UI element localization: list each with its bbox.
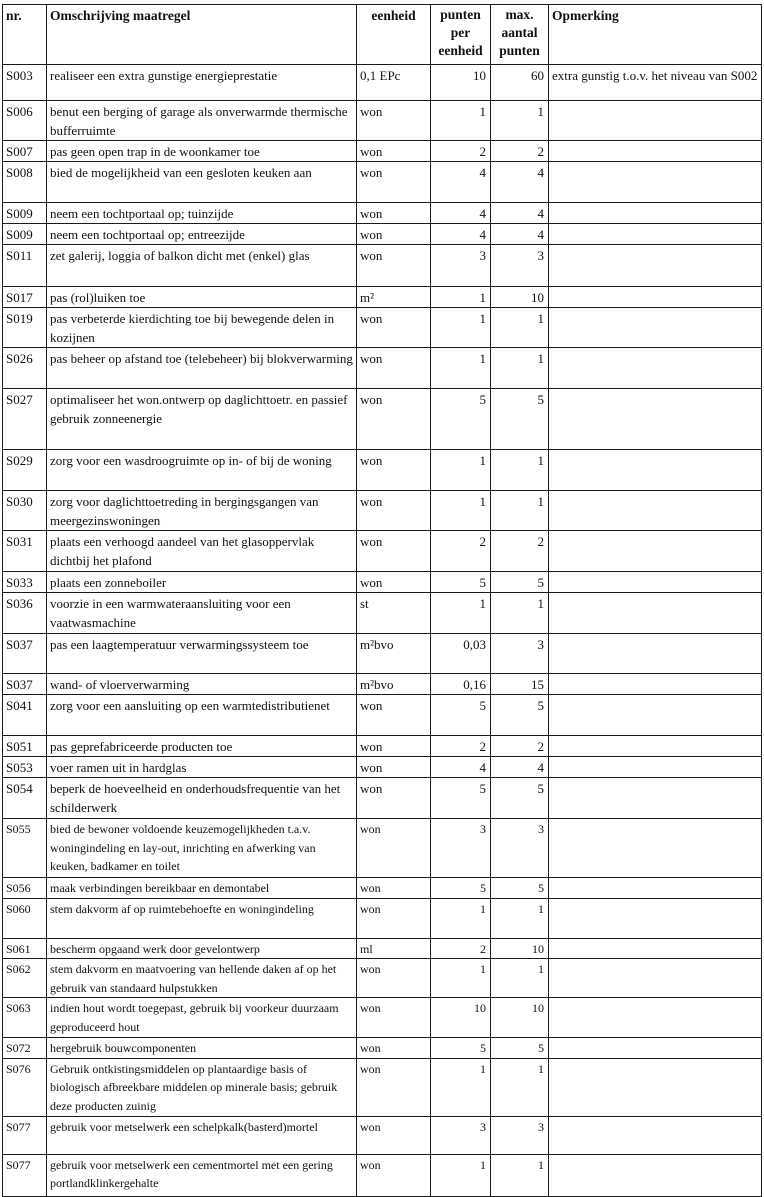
cell-eenheid: won (357, 203, 431, 224)
cell-max-aantal-punten: 1 (491, 1154, 549, 1196)
cell-eenheid: m²bvo (357, 634, 431, 674)
table-row (3, 572, 762, 593)
cell-nr: S041 (3, 695, 47, 736)
cell-punten-per-eenheid: 1 (431, 898, 491, 938)
cell-opmerking (549, 634, 762, 674)
cell-eenheid: won (357, 898, 431, 938)
cell-max-aantal-punten: 5 (491, 389, 549, 450)
table-row (3, 938, 762, 959)
cell-max-aantal-punten: 1 (491, 101, 549, 141)
header-opmerking: Opmerking (549, 5, 762, 65)
cell-nr: S037 (3, 674, 47, 695)
cell-nr: S031 (3, 531, 47, 572)
cell-nr: S063 (3, 998, 47, 1038)
cell-max-aantal-punten: 5 (491, 695, 549, 736)
cell-max-aantal-punten: 4 (491, 224, 549, 245)
cell-nr: S003 (3, 65, 47, 101)
cell-punten-per-eenheid: 2 (431, 141, 491, 162)
cell-max-aantal-punten: 1 (491, 491, 549, 531)
header-row (3, 5, 762, 65)
cell-opmerking (549, 1058, 762, 1116)
cell-nr: S072 (3, 1038, 47, 1059)
cell-nr: S061 (3, 938, 47, 959)
header-eenheid: eenheid (357, 5, 431, 65)
cell-punten-per-eenheid: 5 (431, 572, 491, 593)
table-row (3, 1038, 762, 1059)
cell-omschrijving: neem een tochtportaal op; entreezijde (47, 224, 357, 245)
table-row (3, 819, 762, 878)
cell-max-aantal-punten: 10 (491, 998, 549, 1038)
cell-nr: S017 (3, 287, 47, 308)
cell-punten-per-eenheid: 1 (431, 348, 491, 389)
cell-omschrijving: plaats een verhoogd aandeel van het glasoppervlak dichtbij het plafond (47, 531, 357, 572)
table-row (3, 65, 762, 101)
cell-max-aantal-punten: 15 (491, 674, 549, 695)
cell-max-aantal-punten: 1 (491, 348, 549, 389)
cell-nr: S051 (3, 736, 47, 757)
cell-nr: S008 (3, 162, 47, 203)
table-row (3, 348, 762, 389)
cell-omschrijving: Gebruik ontkistingsmiddelen op plantaardige basis of biologisch afbreekbare middelen op minerale basis; gebruik deze producten zuinig (47, 1058, 357, 1116)
header-punten-per-eenheid: punten per eenheid (431, 5, 491, 65)
cell-nr: S006 (3, 101, 47, 141)
cell-eenheid: won (357, 695, 431, 736)
cell-opmerking (549, 308, 762, 348)
cell-opmerking (549, 757, 762, 778)
cell-punten-per-eenheid: 5 (431, 695, 491, 736)
cell-opmerking (549, 245, 762, 287)
cell-omschrijving: zorg voor daglichttoetreding in bergingsgangen van meergezinswoningen (47, 491, 357, 531)
cell-opmerking (549, 998, 762, 1038)
cell-opmerking (549, 450, 762, 491)
table-row (3, 898, 762, 938)
table-row (3, 1058, 762, 1116)
cell-eenheid: won (357, 141, 431, 162)
cell-punten-per-eenheid: 0,16 (431, 674, 491, 695)
cell-max-aantal-punten: 5 (491, 878, 549, 899)
cell-eenheid: won (357, 531, 431, 572)
cell-max-aantal-punten: 10 (491, 938, 549, 959)
cell-nr: S019 (3, 308, 47, 348)
cell-max-aantal-punten: 3 (491, 634, 549, 674)
cell-eenheid: won (357, 572, 431, 593)
table-row (3, 491, 762, 531)
cell-max-aantal-punten: 1 (491, 450, 549, 491)
measures-table (2, 4, 762, 1197)
cell-omschrijving: zet galerij, loggia of balkon dicht met (enkel) glas (47, 245, 357, 287)
table-row (3, 878, 762, 899)
cell-eenheid: won (357, 348, 431, 389)
cell-eenheid: 0,1 EPc (357, 65, 431, 101)
cell-nr: S060 (3, 898, 47, 938)
cell-punten-per-eenheid: 4 (431, 224, 491, 245)
cell-eenheid: won (357, 162, 431, 203)
cell-opmerking (549, 287, 762, 308)
cell-nr: S011 (3, 245, 47, 287)
header-max-aantal-punten: max. aantal punten (491, 5, 549, 65)
cell-omschrijving: pas (rol)luiken toe (47, 287, 357, 308)
cell-omschrijving: zorg voor een wasdroogruimte op in- of bij de woning (47, 450, 357, 491)
table-row (3, 287, 762, 308)
cell-opmerking (549, 491, 762, 531)
cell-max-aantal-punten: 3 (491, 245, 549, 287)
cell-opmerking (549, 593, 762, 634)
table-row (3, 203, 762, 224)
table-row (3, 101, 762, 141)
cell-opmerking (549, 141, 762, 162)
cell-omschrijving: stem dakvorm en maatvoering van hellende daken af op het gebruik van standaard hulpstukken (47, 959, 357, 998)
cell-opmerking (549, 674, 762, 695)
cell-max-aantal-punten: 10 (491, 287, 549, 308)
cell-punten-per-eenheid: 10 (431, 998, 491, 1038)
cell-punten-per-eenheid: 0,03 (431, 634, 491, 674)
cell-nr: S037 (3, 634, 47, 674)
cell-eenheid: won (357, 491, 431, 531)
cell-omschrijving: bied de bewoner voldoende keuzemogelijkheden t.a.v. woningindeling en lay-out, inrichting en afwerking van keuken, badkamer en toilet (47, 819, 357, 878)
cell-punten-per-eenheid: 1 (431, 593, 491, 634)
cell-punten-per-eenheid: 2 (431, 938, 491, 959)
cell-max-aantal-punten: 4 (491, 757, 549, 778)
cell-eenheid: won (357, 450, 431, 491)
document-page (2, 4, 761, 1197)
table-row (3, 757, 762, 778)
cell-nr: S007 (3, 141, 47, 162)
cell-opmerking: extra gunstig t.o.v. het niveau van S002 (549, 65, 762, 101)
cell-omschrijving: bescherm opgaand werk door gevelontwerp (47, 938, 357, 959)
cell-nr: S029 (3, 450, 47, 491)
table-row (3, 778, 762, 819)
cell-max-aantal-punten: 1 (491, 959, 549, 998)
cell-opmerking (549, 162, 762, 203)
cell-opmerking (549, 1038, 762, 1059)
cell-opmerking (549, 736, 762, 757)
cell-omschrijving: benut een berging of garage als onverwarmde thermische bufferruimte (47, 101, 357, 141)
cell-omschrijving: voer ramen uit in hardglas (47, 757, 357, 778)
cell-punten-per-eenheid: 4 (431, 757, 491, 778)
cell-omschrijving: gebruik voor metselwerk een cementmortel met een gering portlandklinkergehalte (47, 1154, 357, 1196)
cell-nr: S054 (3, 778, 47, 819)
table-body (3, 65, 762, 1197)
cell-eenheid: won (357, 1116, 431, 1154)
cell-nr: S062 (3, 959, 47, 998)
cell-opmerking (549, 203, 762, 224)
cell-nr: S009 (3, 224, 47, 245)
cell-punten-per-eenheid: 1 (431, 1154, 491, 1196)
cell-eenheid: won (357, 757, 431, 778)
cell-eenheid: won (357, 1058, 431, 1116)
cell-punten-per-eenheid: 1 (431, 1058, 491, 1116)
cell-opmerking (549, 959, 762, 998)
cell-nr: S026 (3, 348, 47, 389)
cell-omschrijving: hergebruik bouwcomponenten (47, 1038, 357, 1059)
cell-max-aantal-punten: 3 (491, 819, 549, 878)
cell-nr: S036 (3, 593, 47, 634)
cell-opmerking (549, 572, 762, 593)
table-row (3, 245, 762, 287)
cell-nr: S077 (3, 1154, 47, 1196)
cell-omschrijving: indien hout wordt toegepast, gebruik bij voorkeur duurzaam geproduceerd hout (47, 998, 357, 1038)
table-row (3, 998, 762, 1038)
cell-opmerking (549, 878, 762, 899)
cell-max-aantal-punten: 2 (491, 141, 549, 162)
cell-nr: S076 (3, 1058, 47, 1116)
cell-eenheid: won (357, 819, 431, 878)
cell-eenheid: won (357, 389, 431, 450)
cell-opmerking (549, 938, 762, 959)
cell-omschrijving: bied de mogelijkheid van een gesloten keuken aan (47, 162, 357, 203)
table-row (3, 674, 762, 695)
cell-eenheid: m² (357, 287, 431, 308)
cell-eenheid: won (357, 224, 431, 245)
table-row (3, 959, 762, 998)
cell-omschrijving: realiseer een extra gunstige energieprestatie (47, 65, 357, 101)
cell-opmerking (549, 389, 762, 450)
cell-nr: S033 (3, 572, 47, 593)
cell-eenheid: won (357, 1038, 431, 1059)
cell-punten-per-eenheid: 10 (431, 65, 491, 101)
cell-opmerking (549, 778, 762, 819)
cell-eenheid: won (357, 308, 431, 348)
cell-omschrijving: optimaliseer het won.ontwerp op daglichttoetr. en passief gebruik zonneenergie (47, 389, 357, 450)
cell-max-aantal-punten: 4 (491, 203, 549, 224)
cell-opmerking (549, 224, 762, 245)
cell-omschrijving: plaats een zonneboiler (47, 572, 357, 593)
cell-max-aantal-punten: 5 (491, 572, 549, 593)
cell-omschrijving: voorzie in een warmwateraansluiting voor een vaatwasmachine (47, 593, 357, 634)
table-row (3, 308, 762, 348)
cell-omschrijving: beperk de hoeveelheid en onderhoudsfrequentie van het schilderwerk (47, 778, 357, 819)
cell-eenheid: m²bvo (357, 674, 431, 695)
table-row (3, 736, 762, 757)
cell-omschrijving: pas verbeterde kierdichting toe bij bewegende delen in kozijnen (47, 308, 357, 348)
cell-eenheid: won (357, 245, 431, 287)
cell-nr: S027 (3, 389, 47, 450)
cell-omschrijving: pas een laagtemperatuur verwarmingssysteem toe (47, 634, 357, 674)
table-row (3, 593, 762, 634)
cell-nr: S056 (3, 878, 47, 899)
table-row (3, 450, 762, 491)
table-row (3, 162, 762, 203)
cell-opmerking (549, 819, 762, 878)
table-row (3, 531, 762, 572)
cell-max-aantal-punten: 5 (491, 1038, 549, 1059)
cell-punten-per-eenheid: 2 (431, 531, 491, 572)
cell-nr: S077 (3, 1116, 47, 1154)
cell-opmerking (549, 695, 762, 736)
cell-opmerking (549, 898, 762, 938)
cell-punten-per-eenheid: 4 (431, 162, 491, 203)
cell-omschrijving: gebruik voor metselwerk een schelpkalk(basterd)mortel (47, 1116, 357, 1154)
cell-max-aantal-punten: 4 (491, 162, 549, 203)
table-row (3, 1154, 762, 1196)
cell-max-aantal-punten: 1 (491, 593, 549, 634)
cell-punten-per-eenheid: 2 (431, 736, 491, 757)
cell-omschrijving: pas geen open trap in de woonkamer toe (47, 141, 357, 162)
cell-opmerking (549, 348, 762, 389)
cell-nr: S030 (3, 491, 47, 531)
cell-punten-per-eenheid: 1 (431, 287, 491, 308)
table-row (3, 389, 762, 450)
cell-omschrijving: pas geprefabriceerde producten toe (47, 736, 357, 757)
table-row (3, 1116, 762, 1154)
cell-max-aantal-punten: 3 (491, 1116, 549, 1154)
cell-opmerking (549, 1154, 762, 1196)
cell-punten-per-eenheid: 1 (431, 450, 491, 491)
cell-punten-per-eenheid: 1 (431, 308, 491, 348)
cell-eenheid: won (357, 101, 431, 141)
cell-punten-per-eenheid: 1 (431, 491, 491, 531)
cell-max-aantal-punten: 5 (491, 778, 549, 819)
cell-max-aantal-punten: 1 (491, 1058, 549, 1116)
cell-punten-per-eenheid: 5 (431, 778, 491, 819)
cell-omschrijving: wand- of vloerverwarming (47, 674, 357, 695)
cell-max-aantal-punten: 2 (491, 531, 549, 572)
cell-opmerking (549, 531, 762, 572)
cell-omschrijving: stem dakvorm af op ruimtebehoefte en woningindeling (47, 898, 357, 938)
cell-punten-per-eenheid: 3 (431, 1116, 491, 1154)
cell-nr: S009 (3, 203, 47, 224)
cell-eenheid: won (357, 998, 431, 1038)
cell-omschrijving: pas beheer op afstand toe (telebeheer) bij blokverwarming (47, 348, 357, 389)
cell-eenheid: won (357, 1154, 431, 1196)
cell-omschrijving: maak verbindingen bereikbaar en demontabel (47, 878, 357, 899)
cell-omschrijving: neem een tochtportaal op; tuinzijde (47, 203, 357, 224)
cell-eenheid: ml (357, 938, 431, 959)
cell-eenheid: won (357, 736, 431, 757)
cell-punten-per-eenheid: 1 (431, 101, 491, 141)
cell-nr: S055 (3, 819, 47, 878)
cell-punten-per-eenheid: 3 (431, 819, 491, 878)
cell-punten-per-eenheid: 5 (431, 389, 491, 450)
header-nr: nr. (3, 5, 47, 65)
cell-opmerking (549, 101, 762, 141)
cell-opmerking (549, 1116, 762, 1154)
cell-eenheid: won (357, 778, 431, 819)
header-omschrijving: Omschrijving maatregel (47, 5, 357, 65)
cell-max-aantal-punten: 1 (491, 898, 549, 938)
table-row (3, 224, 762, 245)
cell-eenheid: won (357, 878, 431, 899)
cell-omschrijving: zorg voor een aansluiting op een warmtedistributienet (47, 695, 357, 736)
cell-nr: S053 (3, 757, 47, 778)
table-row (3, 141, 762, 162)
cell-max-aantal-punten: 60 (491, 65, 549, 101)
cell-eenheid: st (357, 593, 431, 634)
cell-eenheid: won (357, 959, 431, 998)
cell-max-aantal-punten: 1 (491, 308, 549, 348)
cell-punten-per-eenheid: 5 (431, 878, 491, 899)
cell-punten-per-eenheid: 1 (431, 959, 491, 998)
cell-max-aantal-punten: 2 (491, 736, 549, 757)
cell-punten-per-eenheid: 3 (431, 245, 491, 287)
cell-punten-per-eenheid: 4 (431, 203, 491, 224)
table-row (3, 695, 762, 736)
cell-punten-per-eenheid: 5 (431, 1038, 491, 1059)
table-row (3, 634, 762, 674)
